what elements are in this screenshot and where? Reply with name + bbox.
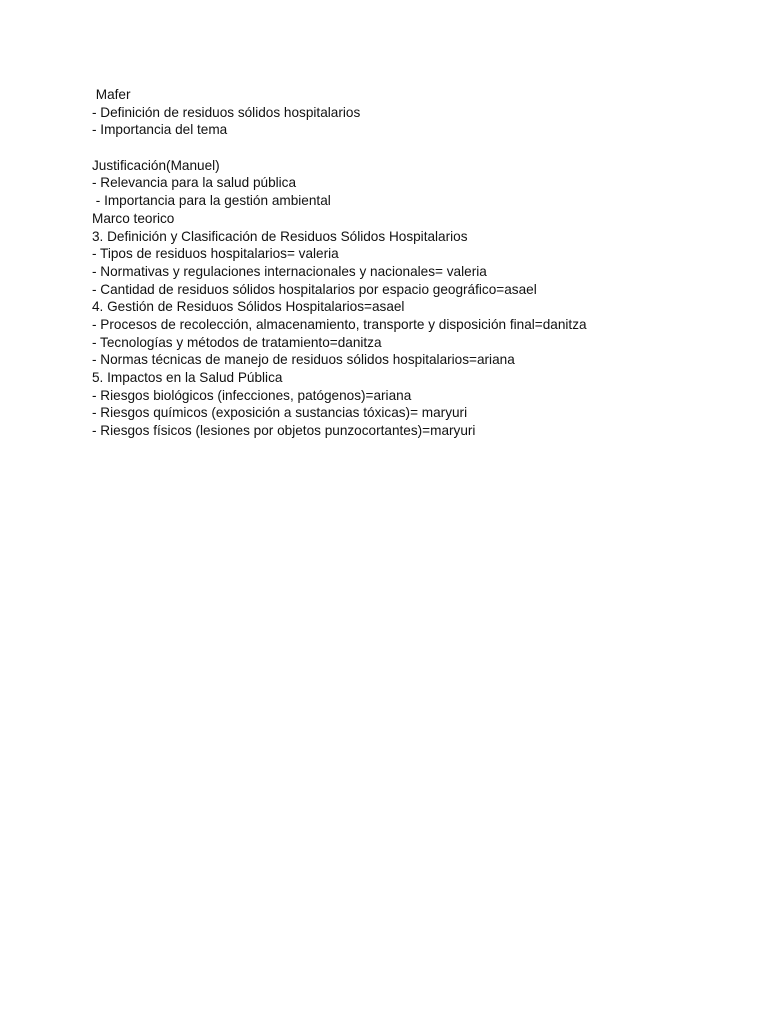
justification-item: - Importancia para la gestión ambiental	[92, 193, 331, 209]
blank-line	[92, 139, 732, 157]
section-5-item: - Riesgos químicos (exposición a sustancias tóxicas)= maryuri	[92, 405, 468, 421]
section-3-item: - Tipos de residuos hospitalarios= valeria	[92, 246, 339, 262]
section-5-item: - Riesgos físicos (lesiones por objetos punzocortantes)=maryuri	[92, 423, 476, 439]
section-5-title: 5. Impactos en la Salud Pública	[92, 370, 283, 385]
framework-heading: Marco teorico	[92, 210, 175, 226]
intro-author: Mafer	[92, 87, 131, 102]
justification-heading: Justificación(Manuel)	[92, 157, 220, 173]
document-page	[92, 86, 732, 440]
section-5-item: - Riesgos biológicos (infecciones, patógenos)=ariana	[92, 387, 412, 403]
section-3-item: - Normativas y regulaciones internacionales y nacionales= valeria	[92, 263, 487, 279]
section-3-title: 3. Definición y Clasificación de Residuos Sólidos Hospitalarios	[92, 228, 468, 244]
section-4-title: 4. Gestión de Residuos Sólidos Hospitalarios=asael	[92, 299, 405, 315]
section-3-item: - Cantidad de residuos sólidos hospitalarios por espacio geográfico=asael	[92, 281, 537, 297]
intro-item: - Definición de residuos sólidos hospitalarios	[92, 104, 361, 120]
section-4-item: - Procesos de recolección, almacenamiento, transporte y disposición final=danitza	[92, 316, 587, 332]
section-4-item: - Tecnologías y métodos de tratamiento=danitza	[92, 334, 382, 350]
intro-item: - Importancia del tema	[92, 122, 228, 138]
justification-item: - Relevancia para la salud pública	[92, 175, 297, 191]
section-4-item: - Normas técnicas de manejo de residuos sólidos hospitalarios=ariana	[92, 352, 515, 368]
